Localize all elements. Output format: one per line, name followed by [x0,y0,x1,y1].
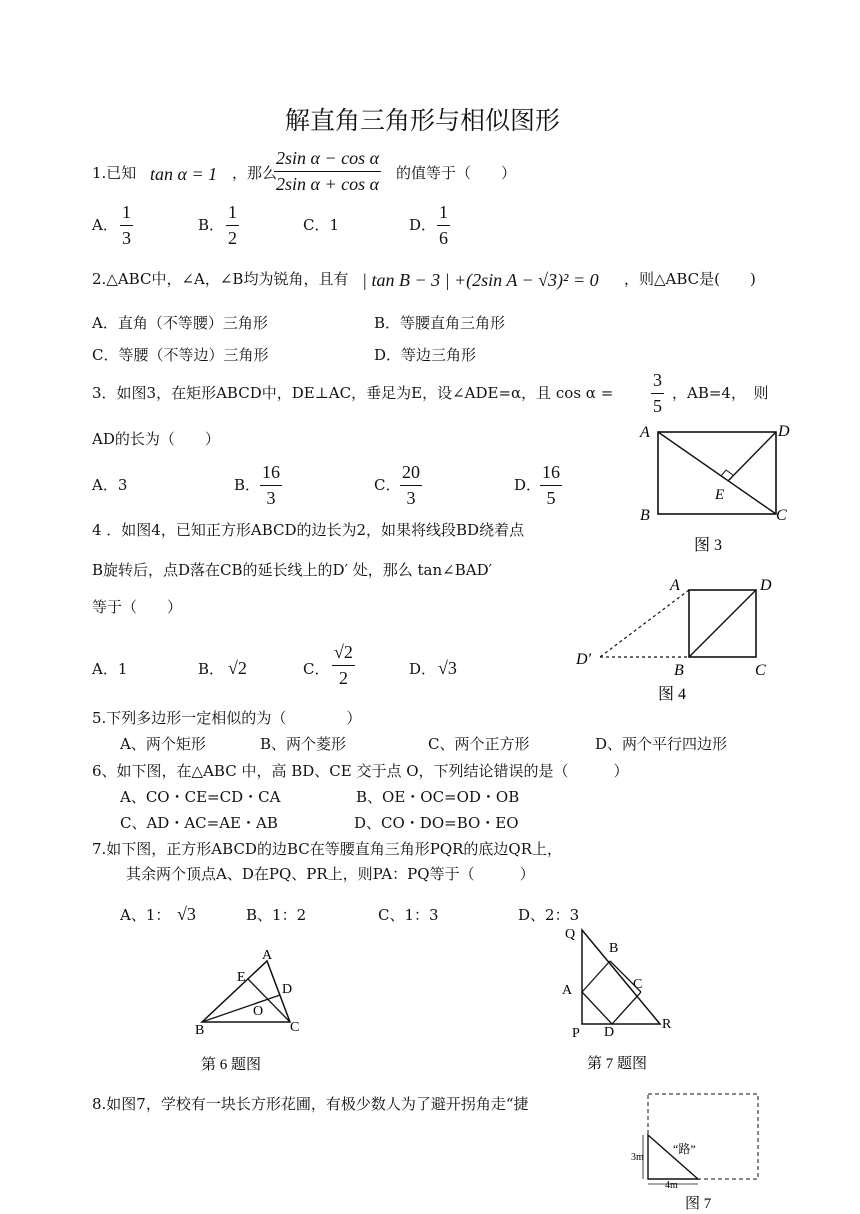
fig6-caption: 第 6 题图 [201,1057,262,1073]
q8-stem: 8.如图7，学校有一块长方形花圃，有极少数人为了避开拐角走“捷 [92,1095,529,1113]
figure-q7-square-in-triangle [555,920,690,1075]
fig4-label-b: B [674,662,684,679]
q3-stem-b: ，AB=4， 则 [672,384,769,402]
q1-option-b-frac: $\frac{1}{2}$ [228,202,237,248]
fig3-caption: 图 3 [694,537,723,554]
q3-option-d-frac: $\frac{16}{5}$ [542,462,560,508]
q4-option-b-value: √2 [228,658,247,678]
fig6-label-c: C [290,1020,300,1035]
q1-option-a: A． [92,216,118,234]
fig7q-label-b: B [609,941,619,956]
q3-option-c: C． [374,476,401,494]
q7-option-b: B、1：2 [246,906,307,924]
fig7q-label-q: Q [565,927,576,942]
figure-4-square-diagram [570,572,790,707]
q7-option-a: A、1： [120,906,171,924]
q4-option-a: A．1 [92,660,128,678]
figure-7-garden-diagram [625,1088,765,1214]
q1-option-c: C．1 [303,216,340,234]
fig7q-label-p: P [572,1026,580,1041]
q7-option-c: C、1：3 [378,906,439,924]
q3-stem-line2: AD的长为（ ） [92,430,220,448]
q3-option-d: D． [514,476,542,494]
q4-line3: 等于（ ） [92,598,183,616]
q1-condition: tan α = 1 [150,164,218,184]
q2-option-c: C．等腰（不等边）三角形 [92,346,269,364]
fig4-label-dprime: D′ [576,651,592,668]
q2-option-a: A．直角（不等腰）三角形 [92,314,268,332]
q3-cos-fraction: $\frac{3}{5}$ [653,370,662,416]
q4-option-c-frac: $\frac{√2}{2}$ [334,642,353,688]
q2-stem-a: 2.△ABC中，∠A，∠B均为锐角，且有 [92,270,349,288]
q7-stem-line2: 其余两个顶点A、D在PQ、PR上，则PA：PQ等于（ ） [126,865,535,883]
fig7q-caption: 第 7 题图 [587,1056,648,1072]
fig3-label-a: A [640,424,650,441]
q2-option-d: D．等边三角形 [374,346,477,364]
fig7-label-road: “路” [673,1142,696,1156]
q3-option-c-frac: $\frac{20}{3}$ [402,462,420,508]
fig3-label-d: D [778,423,790,440]
q3-option-b: B． [234,476,261,494]
q7-option-a-value: √3 [177,904,196,924]
q1-option-d-frac: $\frac{1}{6}$ [439,202,448,248]
fig4-caption: 图 4 [658,686,687,703]
q6-option-a: A、CO・CE=CD・CA [120,788,281,806]
q5-option-a: A、两个矩形 [120,735,206,753]
fig7-label-4m: 4m [665,1180,678,1191]
figure-3-rectangle-diagram [630,420,800,555]
q1-option-b: B． [198,216,225,234]
fig3-label-e: E [715,487,725,503]
fig4-label-a: A [670,577,680,594]
fig7q-label-d: D [604,1025,615,1040]
fig6-label-d: D [282,982,293,997]
q3-stem-a: 3．如图3，在矩形ABCD中，DE⊥AC，垂足为E，设∠ADE=α，且 cos α = [92,384,614,402]
fig7-caption: 图 7 [685,1196,712,1212]
q1-option-a-frac: $\frac{1}{3}$ [122,202,131,248]
q4-option-b: B． [198,660,225,678]
q1-stem-c: 的值等于（ ） [396,164,517,182]
q4-option-d-value: √3 [438,658,457,678]
q1-fraction: $\frac{\text{2sin α − cos α}}{\text{2sin α + cos α}}$ [276,148,380,194]
fig7q-label-r: R [662,1017,672,1032]
q4-line1: 4 ．如图4，已知正方形ABCD的边长为2，如果将线段BD绕着点 [92,521,525,539]
fig6-label-b: B [195,1023,205,1038]
fig3-label-c: C [776,507,787,524]
q2-option-b: B．等腰直角三角形 [374,314,506,332]
q1-stem-a: 1.已知 [92,164,137,182]
q5-stem: 5.下列多边形一定相似的为（ ） [92,709,362,727]
q6-option-b: B、OE・OC=OD・OB [356,788,520,806]
fig7-label-3m: 3m [631,1152,644,1163]
q4-line2: B旋转后，点D落在CB的延长线上的D′ 处，那么 tan∠BAD′ [92,561,493,579]
q1-option-d: D． [409,216,437,234]
fig3-label-b: B [640,507,650,524]
fig6-label-a: A [262,948,273,963]
page-title: 解直角三角形与相似图形 [285,106,561,135]
q4-option-d: D． [409,660,437,678]
q6-option-d: D、CO・DO=BO・EO [354,814,519,832]
q2-stem-b: ，则△ABC是( ) [624,270,756,288]
q7-option-d: D、2：3 [518,906,580,924]
fig7q-label-c: C [633,977,643,992]
q3-option-b-frac: $\frac{16}{3}$ [262,462,280,508]
q2-expression: | tan B − 3 | +(2sin A − √3)² = 0 [362,270,599,290]
q6-option-c: C、AD・AC=AE・AB [120,814,278,832]
fig4-label-c: C [755,662,766,679]
q6-stem: 6、如下图，在△ABC 中，高 BD、CE 交于点 O，下列结论错误的是（ ） [92,762,629,780]
fig6-label-e: E [237,970,246,985]
figure-q6-triangle-diagram [190,945,320,1075]
q4-option-c: C． [303,660,330,678]
fig4-label-d: D [760,577,772,594]
q7-stem-line1: 7.如下图，正方形ABCD的边BC在等腰直角三角形PQR的底边QR上， [92,840,563,858]
q3-option-a: A．3 [92,476,128,494]
fig7q-label-a: A [562,983,573,998]
q1-stem-b: ，那么 [232,164,278,182]
q5-option-b: B、两个菱形 [260,735,347,753]
q5-option-d: D、两个平行四边形 [595,735,728,753]
fig6-label-o: O [253,1004,264,1019]
q5-option-c: C、两个正方形 [428,735,530,753]
